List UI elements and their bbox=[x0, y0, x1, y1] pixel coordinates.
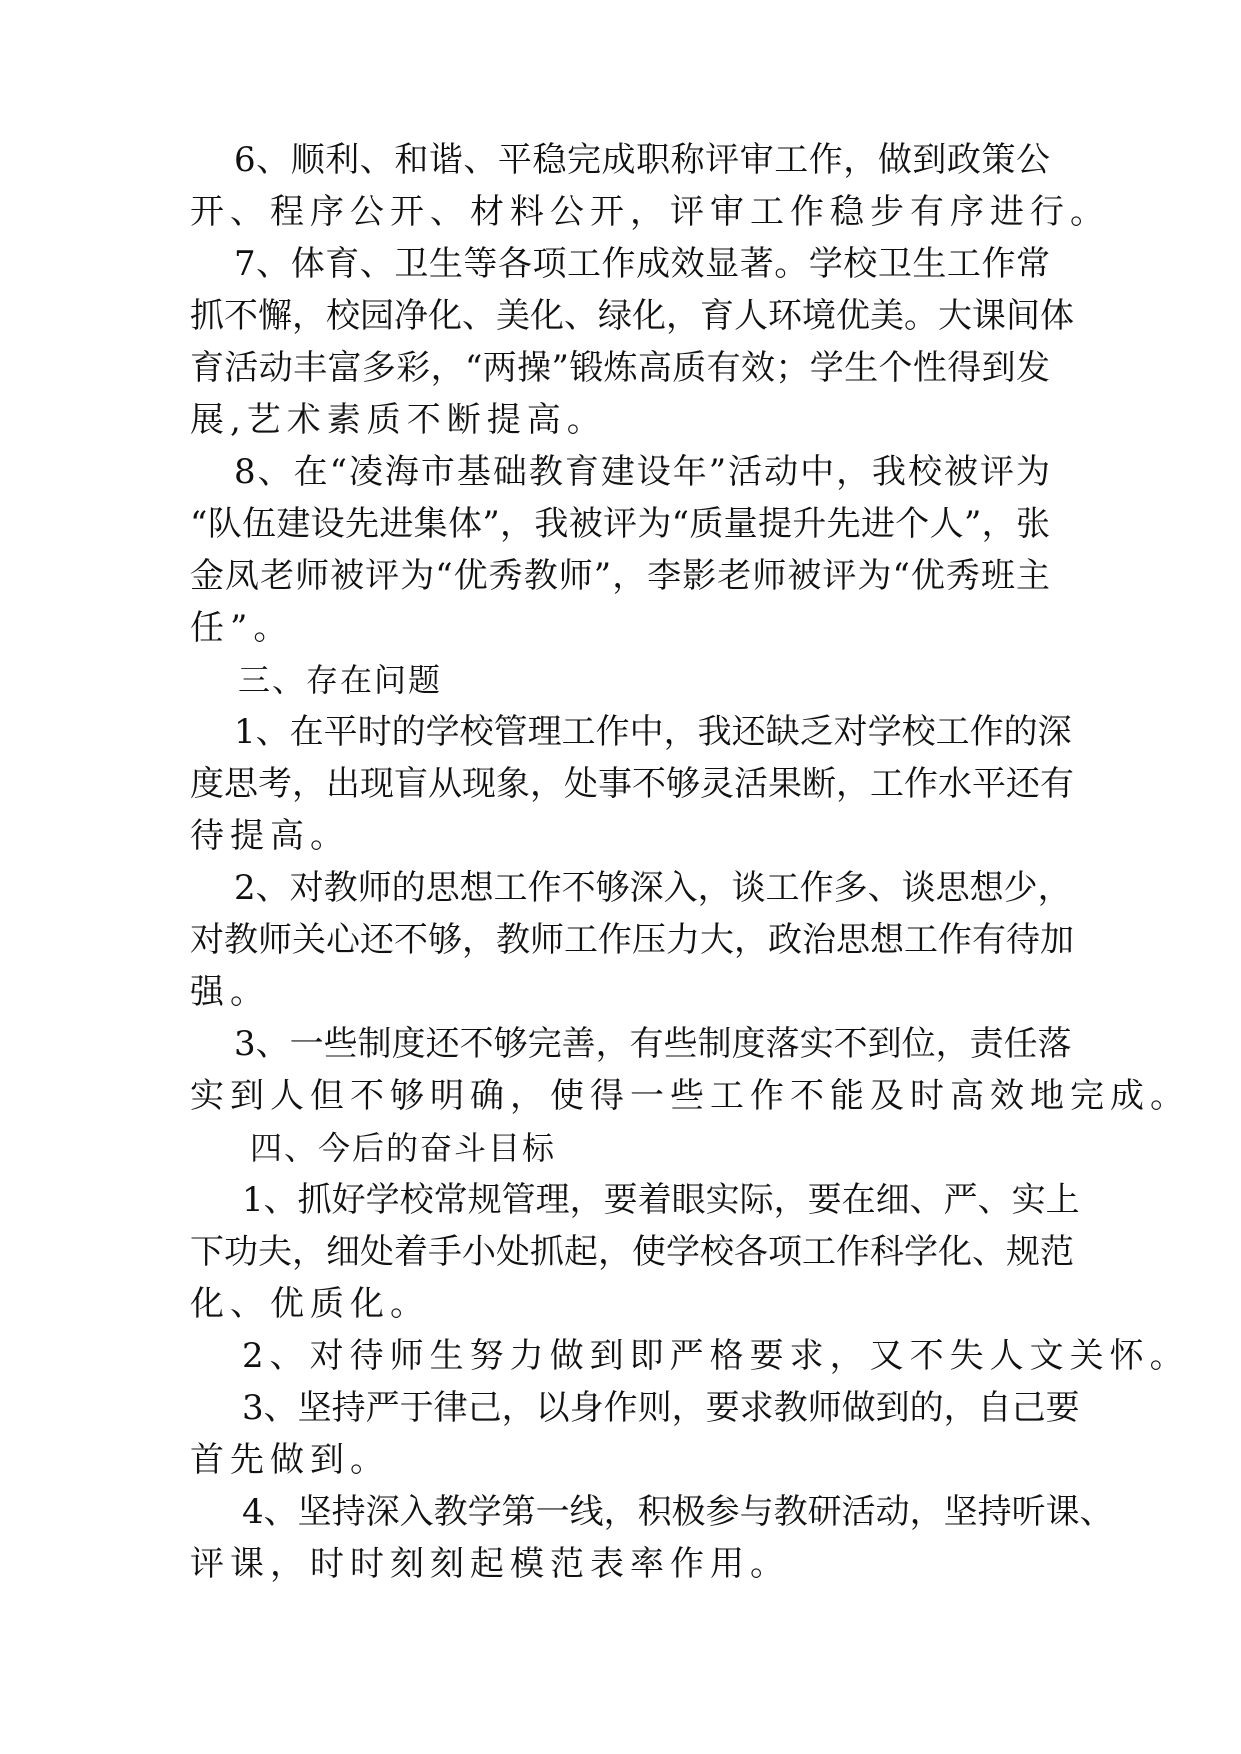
problem-2-line-1: 2、对教师的思想工作不够深入，谈工作多、谈思想少， bbox=[234, 868, 1072, 908]
para-7-line-4: 展,艺术素质不断提高。 bbox=[190, 400, 607, 440]
goal-4-line-1: 4、坚持深入教学第一线，积极参与教研活动，坚持听课、 bbox=[242, 1492, 1114, 1532]
para-8-line-3: 金凤老师被评为“优秀教师”，李影老师被评为“优秀班主 bbox=[190, 556, 1050, 596]
problem-3-line-1: 3、一些制度还不够完善，有些制度落实不到位，责任落 bbox=[234, 1024, 1072, 1064]
para-8-line-2: “队伍建设先进集体”，我被评为“质量提升先进个人”，张 bbox=[190, 504, 1050, 544]
goal-3-line-1: 3、坚持严于律己，以身作则，要求教师做到的，自己要 bbox=[242, 1388, 1080, 1428]
goal-1-line-2: 下功夫，细处着手小处抓起，使学校各项工作科学化、规范 bbox=[190, 1232, 1074, 1272]
goal-4-line-2: 评课，时时刻刻起模范表率作用。 bbox=[190, 1544, 790, 1584]
problem-1-line-3: 待提高。 bbox=[190, 816, 350, 856]
goal-2-line-1: 2、对待师生努力做到即严格要求，又不失人文关怀。 bbox=[242, 1336, 1190, 1376]
para-8-line-4: 任”。 bbox=[190, 608, 294, 648]
section-heading-problems: 三、存在问题 bbox=[238, 661, 443, 699]
problem-1-line-2: 度思考，出现盲从现象，处事不够灵活果断，工作水平还有 bbox=[190, 764, 1074, 804]
para-7-line-3: 育活动丰富多彩，“两操”锻炼高质有效；学生个性得到发 bbox=[190, 348, 1050, 388]
goal-3-line-2: 首先做到。 bbox=[190, 1440, 390, 1480]
para-7-line-1: 7、体育、卫生等各项工作成效显著。学校卫生工作常 bbox=[234, 244, 1050, 284]
para-8-line-1: 8、在“凌海市基础教育建设年”活动中，我校被评为 bbox=[234, 452, 1050, 492]
para-6-line-1: 6、顺利、和谐、平稳完成职称评审工作，做到政策公 bbox=[234, 140, 1050, 180]
para-7-line-2: 抓不懈，校园净化、美化、绿化，育人环境优美。大课间体 bbox=[190, 296, 1074, 336]
goal-1-line-1: 1、抓好学校常规管理，要着眼实际，要在细、严、实上 bbox=[242, 1180, 1080, 1220]
goal-1-line-3: 化、优质化。 bbox=[190, 1284, 430, 1324]
problem-2-line-2: 对教师关心还不够，教师工作压力大，政治思想工作有待加 bbox=[190, 920, 1074, 960]
problem-1-line-1: 1、在平时的学校管理工作中，我还缺乏对学校工作的深 bbox=[234, 712, 1072, 752]
para-6-line-2: 开、程序公开、材料公开，评审工作稳步有序进行。 bbox=[190, 192, 1110, 232]
problem-2-line-3: 强。 bbox=[190, 972, 270, 1012]
problem-3-line-2: 实到人但不够明确，使得一些工作不能及时高效地完成。 bbox=[190, 1076, 1190, 1116]
section-heading-goals: 四、今后的奋斗目标 bbox=[250, 1129, 557, 1167]
